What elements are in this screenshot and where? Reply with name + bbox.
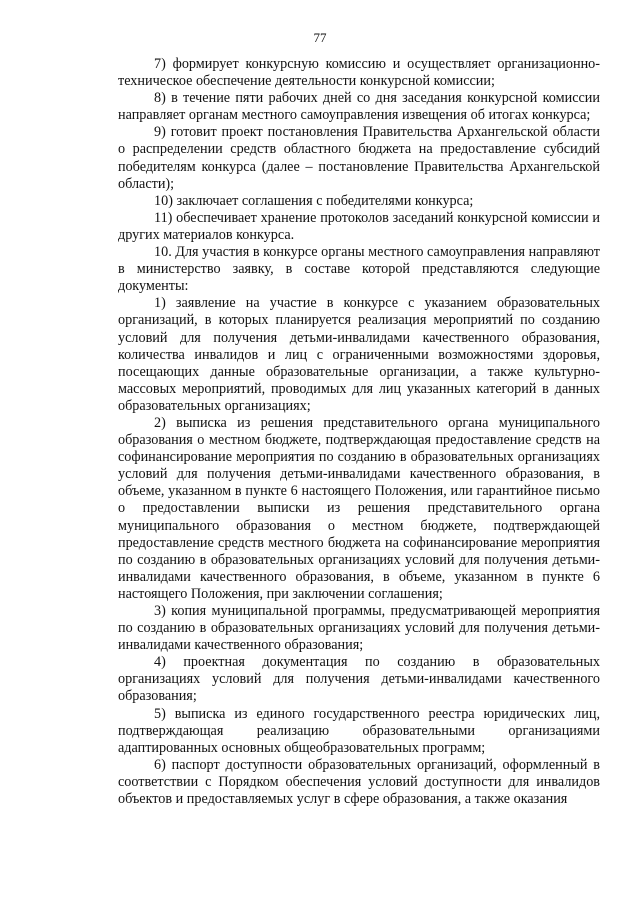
paragraph-item-9: 9) готовит проект постановления Правительства Архангельской области о распределении средств областного бюджета на предоставление субсидий победителям конкурса (далее – постановление Правительства Архангельской области);: [118, 124, 600, 192]
paragraph-item-11: 11) обеспечивает хранение протоколов заседаний конкурсной комиссии и других материалов конкурса.: [118, 209, 600, 243]
page-number: 77: [313, 30, 327, 45]
paragraph-doc-3: 3) копия муниципальной программы, предусматривающей мероприятия по созданию в образовательных организациях условий для получения детьми-инвалидами качественного образования;: [118, 603, 600, 654]
paragraph-item-10: 10) заключает соглашения с победителями конкурса;: [154, 192, 474, 209]
paragraph-doc-6: 6) паспорт доступности образовательных организаций, оформленный в соответствии с Порядком обеспечения условий доступности для инвалидов объектов и предоставляемых услуг в сфере образования, а также оказания: [118, 756, 600, 808]
paragraph-doc-5: 5) выписка из единого государственного реестра юридических лиц, подтверждающая реализацию образовательными организациями адаптированных основных общеобразовательных программ;: [118, 705, 600, 756]
paragraph-item-7: 7) формирует конкурсную комиссию и осуществляет организационно-техническое обеспечение деятельности конкурсной комиссии;: [118, 56, 600, 90]
document-body: [118, 56, 600, 808]
paragraph-doc-4: 4) проектная документация по созданию в образовательных организациях условий для получения детьми-инвалидами качественного образования;: [118, 654, 600, 705]
paragraph-item-8: 8) в течение пяти рабочих дней со дня заседания конкурсной комиссии направляет органам местного самоуправления извещения об итогах конкурса;: [118, 90, 600, 124]
paragraph-doc-2: 2) выписка из решения представительного органа муниципального образования о местном бюджете, подтверждающая предоставление средств на софинансирование мероприятия по созданию в образовательных организациях условий для получения детьми-инвалидами качественного образования, в объеме, указанном в пункте 6 настоящего Положения, или гарантийное письмо о предоставлении выписки из решения представительного органа муниципального образования о местном бюджете, подтверждающей предоставление средств местного бюджета на софинансирование мероприятия по созданию в образовательных организациях условий для получения детьми-инвалидами качественного образования, в объеме, указанном в пункте 6 настоящего Положения, при заключении соглашения;: [118, 414, 600, 602]
paragraph-clause-10: 10. Для участия в конкурсе органы местного самоуправления направляют в министерство заявку, в составе которой представляются следующие документы:: [118, 244, 600, 295]
paragraph-doc-1: 1) заявление на участие в конкурсе с указанием образовательных организаций, в которых планируется реализация мероприятий по созданию условий для получения детьми-инвалидами качественного образования, количества инвалидов и лиц с ограниченными возможностями здоровья, посещающих данные образовательные организации, а также культурно-массовых мероприятий, проводимых для лиц указанных категорий в данных образовательных организациях;: [118, 295, 600, 414]
